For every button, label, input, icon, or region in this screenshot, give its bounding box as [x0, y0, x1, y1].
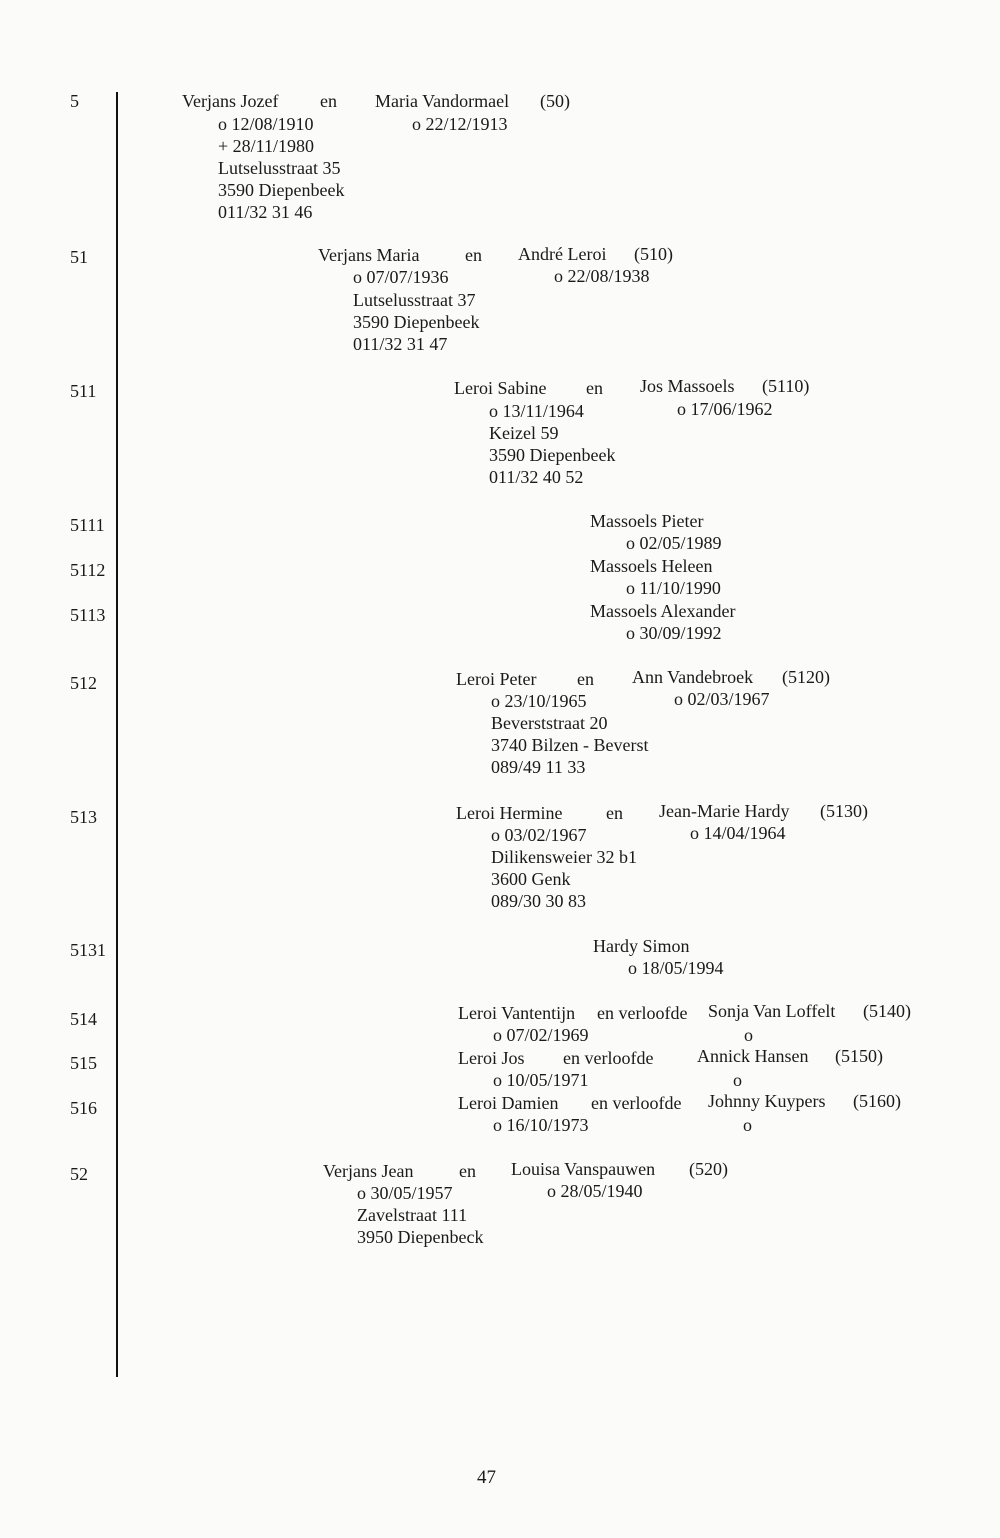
entry-number: 511 [70, 381, 97, 401]
family-code: (510) [634, 244, 673, 264]
detail-line: 3740 Bilzen - Beverst [491, 735, 649, 755]
vertical-divider [116, 92, 118, 1377]
detail-line: Lutselusstraat 37 [353, 290, 476, 310]
partner1-birth: o 16/10/1973 [493, 1115, 589, 1135]
detail-line: 3590 Diepenbeek [353, 312, 480, 332]
partner2-name: Maria Vandormael [375, 91, 510, 111]
entry-number: 5112 [70, 560, 106, 580]
detail-line: Dilikensweier 32 b1 [491, 847, 637, 867]
partner1-birth: o 23/10/1965 [491, 691, 587, 711]
partner2-name: Louisa Vanspauwen [511, 1159, 656, 1179]
partner1-birth: o 10/05/1971 [493, 1070, 589, 1090]
partner1-birth: o 12/08/1910 [218, 114, 314, 134]
link-word: en [586, 378, 603, 398]
family-code: (5110) [762, 376, 810, 396]
link-word: en verloofde [563, 1048, 654, 1068]
partner2-name: Jean-Marie Hardy [659, 801, 790, 821]
link-word: en [577, 669, 594, 689]
detail-line: 3950 Diepenbeck [357, 1227, 484, 1247]
detail-line: Keizel 59 [489, 423, 559, 443]
page-number: 47 [477, 1467, 496, 1488]
entry-number: 513 [70, 807, 97, 827]
partner2-name: Sonja Van Loffelt [708, 1001, 836, 1021]
partner2-birth: o [744, 1025, 753, 1045]
partner2-birth: o 02/03/1967 [674, 689, 770, 709]
partner1-name: Verjans Jean [323, 1161, 414, 1181]
entry-number: 5 [70, 91, 79, 111]
child-name: Massoels Heleen [590, 556, 713, 576]
entry-number: 5113 [70, 605, 106, 625]
family-code: (5160) [853, 1091, 901, 1111]
partner1-birth: o 13/11/1964 [489, 401, 584, 421]
detail-line: + 28/11/1980 [218, 136, 314, 156]
detail-line: 011/32 31 47 [353, 334, 448, 354]
link-word: en verloofde [591, 1093, 682, 1113]
partner2-name: Jos Massoels [640, 376, 735, 396]
partner1-name: Leroi Damien [458, 1093, 559, 1113]
link-word: en [459, 1161, 476, 1181]
link-word: en verloofde [597, 1003, 688, 1023]
link-word: en [465, 245, 482, 265]
partner1-name: Verjans Maria [318, 245, 420, 265]
family-code: (50) [540, 91, 570, 111]
entry-number: 514 [70, 1009, 97, 1029]
detail-line: 089/30 30 83 [491, 891, 587, 911]
partner1-birth: o 03/02/1967 [491, 825, 587, 845]
detail-line: 3590 Diepenbeek [218, 180, 345, 200]
family-code: (5140) [863, 1001, 911, 1021]
partner1-name: Leroi Jos [458, 1048, 525, 1068]
partner2-name: Ann Vandebroek [632, 667, 754, 687]
child-birth: o 11/10/1990 [626, 578, 721, 598]
partner1-name: Leroi Hermine [456, 803, 563, 823]
child-name: Massoels Alexander [590, 601, 736, 621]
entry-number: 5111 [70, 515, 105, 535]
family-code: (5120) [782, 667, 830, 687]
entry-number: 512 [70, 673, 97, 693]
child-name: Hardy Simon [593, 936, 690, 956]
entry-number: 515 [70, 1053, 97, 1073]
child-birth: o 02/05/1989 [626, 533, 722, 553]
child-birth: o 30/09/1992 [626, 623, 722, 643]
partner2-birth: o 22/12/1913 [412, 114, 508, 134]
partner1-birth: o 07/07/1936 [353, 267, 449, 287]
detail-line: 011/32 31 46 [218, 202, 313, 222]
entry-number: 5131 [70, 940, 106, 960]
detail-line: 3590 Diepenbeek [489, 445, 616, 465]
partner2-name: André Leroi [518, 244, 607, 264]
entry-number: 516 [70, 1098, 97, 1118]
partner2-birth: o 28/05/1940 [547, 1181, 643, 1201]
detail-line: Lutselusstraat 35 [218, 158, 341, 178]
partner1-name: Leroi Sabine [454, 378, 547, 398]
partner2-name: Johnny Kuypers [708, 1091, 826, 1111]
detail-line: Zavelstraat 111 [357, 1205, 468, 1225]
family-code: (5130) [820, 801, 868, 821]
detail-line: 011/32 40 52 [489, 467, 584, 487]
family-code: (520) [689, 1159, 728, 1179]
child-birth: o 18/05/1994 [628, 958, 724, 978]
child-name: Massoels Pieter [590, 511, 704, 531]
family-code: (5150) [835, 1046, 883, 1066]
entry-number: 51 [70, 247, 88, 267]
link-word: en [320, 91, 337, 111]
partner2-birth: o 22/08/1938 [554, 266, 650, 286]
partner2-birth: o 17/06/1962 [677, 399, 773, 419]
partner1-birth: o 30/05/1957 [357, 1183, 453, 1203]
entry-number: 52 [70, 1164, 88, 1184]
partner1-name: Verjans Jozef [182, 91, 279, 111]
detail-line: 3600 Genk [491, 869, 571, 889]
detail-line: Beverststraat 20 [491, 713, 608, 733]
partner2-name: Annick Hansen [697, 1046, 809, 1066]
partner1-name: Leroi Peter [456, 669, 537, 689]
detail-line: 089/49 11 33 [491, 757, 586, 777]
partner2-birth: o 14/04/1964 [690, 823, 786, 843]
partner1-name: Leroi Vantentijn [458, 1003, 576, 1023]
partner1-birth: o 07/02/1969 [493, 1025, 589, 1045]
link-word: en [606, 803, 623, 823]
partner2-birth: o [743, 1115, 752, 1135]
partner2-birth: o [733, 1070, 742, 1090]
